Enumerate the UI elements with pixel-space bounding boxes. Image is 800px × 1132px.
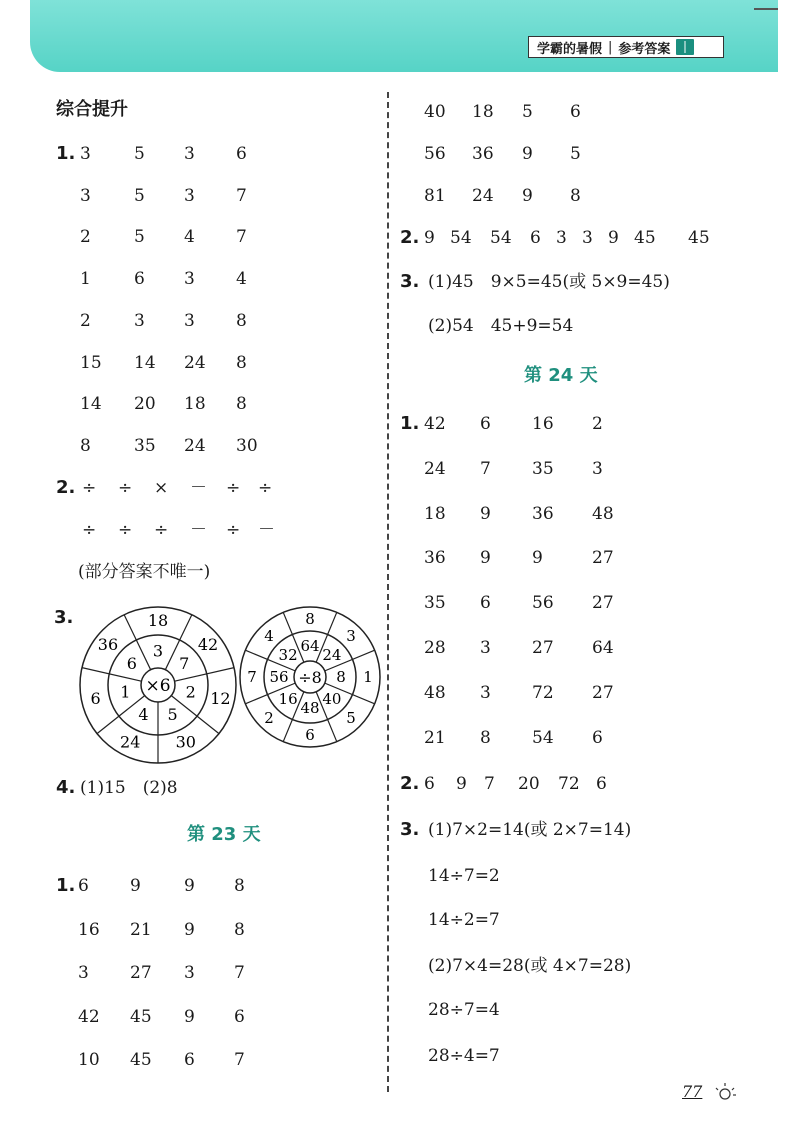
- wheel-number: 6: [305, 726, 315, 744]
- answer-text: 28÷4=7: [428, 1046, 500, 1066]
- answer-cell: 27: [592, 682, 614, 703]
- answer-cell: 8: [80, 435, 91, 456]
- wheel-number: 42: [197, 635, 219, 655]
- answer-cell: ×: [154, 478, 169, 498]
- answer-cell: 7: [484, 774, 495, 794]
- answer-cell: 45: [130, 1006, 152, 1027]
- answer-cell: 3: [582, 228, 593, 248]
- answer-cell: 18: [424, 503, 446, 524]
- answer-cell: 81: [424, 186, 446, 206]
- answer-cell: 9: [184, 1006, 195, 1027]
- answer-cell: ÷: [82, 520, 97, 540]
- answer-cell: 3: [80, 185, 91, 206]
- answer-cell: 45: [634, 228, 656, 248]
- answer-cell: 5: [134, 227, 145, 248]
- answer-text: 14÷7=2: [428, 866, 500, 886]
- answer-cell: 27: [130, 963, 152, 983]
- answer-cell: 56: [424, 144, 446, 164]
- answer-cell: 14: [80, 394, 102, 415]
- answer-text: (1)15 (2)8: [80, 778, 178, 798]
- answer-cell: 54: [532, 727, 554, 748]
- answer-cell: 7: [234, 963, 245, 983]
- wheel-number: 4: [138, 705, 149, 725]
- book-icon: [676, 39, 694, 55]
- answer-cell: 8: [236, 394, 247, 415]
- column-divider: [387, 92, 389, 1092]
- answer-cell: 6: [424, 774, 435, 794]
- answer-cell: 6: [236, 144, 247, 164]
- wheel-center: ×6: [145, 676, 171, 696]
- answer-cell: 24: [472, 186, 494, 206]
- wheel-number: 8: [305, 610, 315, 628]
- answer-cell: 9: [456, 774, 467, 794]
- answer-cell: 21: [130, 919, 152, 940]
- question-number: 4.: [56, 777, 76, 798]
- answer-cell: 30: [236, 435, 258, 456]
- answer-cell: 28: [424, 638, 446, 658]
- answer-cell: 5: [134, 144, 145, 164]
- question-number: 1.: [56, 143, 76, 164]
- note: (部分答案不唯一): [78, 562, 211, 582]
- wheel-number: 1: [120, 682, 131, 702]
- multiply-wheel: [78, 605, 238, 765]
- answer-cell: 16: [78, 919, 100, 940]
- corner-mark: [754, 8, 778, 10]
- wheel-number: 48: [300, 699, 320, 717]
- answer-cell: 6: [592, 727, 603, 748]
- answer-cell: ÷: [258, 478, 273, 498]
- day-title: 第 24 天: [524, 365, 598, 386]
- answer-cell: 36: [532, 503, 554, 524]
- answer-key-label: 参考答案: [618, 41, 671, 57]
- answer-cell: 72: [558, 774, 580, 794]
- page-number: 77: [682, 1082, 703, 1101]
- wheel-number: 7: [247, 668, 257, 686]
- answer-cell: 3: [184, 310, 195, 331]
- answer-cell: 6: [184, 1050, 195, 1070]
- answer-cell: 7: [480, 458, 491, 479]
- answer-cell: 3: [80, 144, 91, 164]
- answer-cell: 54: [450, 228, 472, 248]
- answer-cell: 8: [234, 919, 245, 940]
- answer-cell: 56: [532, 593, 554, 614]
- answer-cell: 54: [490, 228, 512, 248]
- answer-cell: 45: [130, 1050, 152, 1070]
- wheel-number: 3: [152, 641, 164, 661]
- answer-cell: 21: [424, 727, 446, 748]
- question-number: 2.: [56, 477, 76, 498]
- wheel-number: 6: [126, 654, 137, 674]
- answer-cell: 9: [130, 876, 141, 896]
- answer-cell: 7: [236, 227, 247, 248]
- question-number: 3.: [54, 607, 74, 628]
- answer-cell: 9: [184, 876, 195, 896]
- answer-cell: 16: [532, 414, 554, 434]
- answer-cell: 3: [480, 682, 491, 703]
- answer-cell: 10: [78, 1050, 100, 1070]
- answer-cell: 18: [472, 102, 494, 122]
- wheel-number: 16: [278, 689, 298, 708]
- answer-cell: 48: [424, 682, 446, 703]
- answer-cell: 42: [424, 414, 446, 434]
- question-number: 2.: [400, 773, 420, 794]
- answer-cell: 35: [134, 435, 156, 456]
- answer-cell: 3: [480, 638, 491, 658]
- answer-cell: 6: [234, 1006, 245, 1027]
- wheel-number: 18: [147, 611, 169, 630]
- wheel-number: 56: [269, 668, 289, 686]
- answer-cell: 6: [570, 102, 581, 122]
- answer-cell: 40: [424, 102, 446, 122]
- answer-cell: ÷: [118, 520, 133, 540]
- answer-cell: 9: [184, 919, 195, 940]
- section-title: 综合提升: [56, 99, 128, 120]
- question-number: 1.: [400, 413, 420, 434]
- wheel-number: 1: [363, 668, 373, 686]
- answer-cell: 27: [592, 593, 614, 614]
- wheel-number: 3: [346, 626, 356, 645]
- answer-cell: 35: [424, 593, 446, 614]
- answer-cell: 15: [80, 352, 102, 373]
- answer-text: (1)45 9×5=45(或 5×9=45): [428, 272, 670, 292]
- answer-cell: 6: [480, 414, 491, 434]
- answer-cell: 27: [592, 548, 614, 569]
- wheel-number: 8: [336, 668, 346, 686]
- wheel-number: 12: [210, 689, 231, 709]
- header-tab: [528, 36, 724, 58]
- answer-cell: 3: [184, 144, 195, 164]
- answer-cell: 2: [80, 310, 91, 331]
- answer-text: 28÷7=4: [428, 1000, 500, 1020]
- wheel-number: 2: [185, 682, 196, 702]
- answer-cell: 2: [592, 414, 603, 434]
- wheel-number: 2: [264, 709, 274, 728]
- answer-cell: 7: [234, 1050, 245, 1070]
- wheel-number: 36: [97, 635, 119, 655]
- answer-cell: 36: [472, 144, 494, 164]
- answer-cell: 64: [592, 638, 614, 658]
- wheel-number: 30: [175, 732, 196, 752]
- answer-cell: －: [190, 478, 207, 498]
- answer-cell: ÷: [226, 478, 241, 498]
- answer-cell: ÷: [118, 478, 133, 498]
- wheel-number: 24: [120, 732, 141, 752]
- wheel-number: 4: [264, 626, 274, 645]
- answer-cell: 9: [424, 228, 435, 248]
- wheel-number: 6: [90, 689, 101, 709]
- wheel-number: 40: [322, 689, 342, 708]
- answer-cell: 24: [424, 458, 446, 479]
- answer-cell: －: [190, 520, 207, 540]
- answer-cell: 9: [480, 548, 491, 569]
- answer-cell: 3: [592, 458, 603, 479]
- answer-cell: 3: [78, 963, 89, 983]
- question-number: 3.: [400, 271, 420, 292]
- wheel-number: 24: [322, 646, 342, 665]
- answer-cell: 20: [134, 394, 156, 415]
- answer-cell: 6: [134, 269, 145, 290]
- answer-cell: 72: [532, 682, 554, 703]
- answer-cell: 36: [424, 548, 446, 569]
- answer-cell: 9: [522, 144, 533, 164]
- answer-cell: 3: [556, 228, 567, 248]
- day-title: 第 23 天: [187, 824, 261, 845]
- answer-cell: 8: [234, 876, 245, 896]
- answer-cell: 5: [570, 144, 581, 164]
- answer-cell: 48: [592, 503, 614, 524]
- answer-text: (2)7×4=28(或 4×7=28): [428, 956, 632, 976]
- answer-cell: 6: [596, 774, 607, 794]
- answer-cell: 3: [134, 310, 145, 331]
- answer-cell: 8: [570, 186, 581, 206]
- answer-cell: 4: [236, 269, 247, 290]
- answer-cell: 5: [134, 185, 145, 206]
- wheel-number: 5: [346, 709, 356, 728]
- answer-cell: 42: [78, 1006, 100, 1027]
- answer-cell: 8: [236, 352, 247, 373]
- wheel-center: ÷8: [298, 668, 322, 687]
- answer-cell: 5: [522, 102, 533, 122]
- answer-cell: 6: [78, 876, 89, 896]
- wheel-number: 64: [300, 637, 320, 655]
- answer-cell: 1: [80, 269, 91, 290]
- answer-cell: 3: [184, 963, 195, 983]
- answer-cell: 9: [532, 548, 543, 569]
- answer-cell: 24: [184, 352, 206, 373]
- answer-text: 14÷2=7: [428, 910, 500, 930]
- answer-cell: 35: [532, 458, 554, 479]
- wheel-number: 5: [167, 705, 178, 725]
- answer-cell: 18: [184, 394, 206, 415]
- sun-icon: [712, 1080, 738, 1104]
- answer-cell: ÷: [82, 478, 97, 498]
- answer-cell: 14: [134, 352, 156, 373]
- answer-text: (2)54 45+9=54: [428, 316, 574, 336]
- answer-cell: 6: [530, 228, 541, 248]
- answer-cell: 4: [184, 227, 195, 248]
- answer-cell: 6: [480, 593, 491, 614]
- answer-cell: 8: [236, 310, 247, 331]
- answer-cell: 8: [480, 727, 491, 748]
- answer-cell: ÷: [154, 520, 169, 540]
- question-number: 1.: [56, 875, 76, 896]
- answer-cell: 3: [184, 185, 195, 206]
- divide-wheel: [238, 605, 382, 749]
- answer-cell: 20: [518, 774, 540, 794]
- book-title: 学霸的暑假: [537, 41, 603, 57]
- answer-cell: 27: [532, 638, 554, 658]
- answer-cell: －: [258, 520, 275, 540]
- answer-cell: 9: [480, 503, 491, 524]
- answer-cell: 24: [184, 435, 206, 456]
- answer-text: (1)7×2=14(或 2×7=14): [428, 820, 632, 840]
- answer-cell: 2: [80, 227, 91, 248]
- header-separator: |: [608, 39, 613, 55]
- wheel-number: 32: [278, 646, 298, 665]
- question-number: 2.: [400, 227, 420, 248]
- wheel-number: 7: [179, 654, 190, 674]
- answer-cell: 3: [184, 269, 195, 290]
- answer-cell: ÷: [226, 520, 241, 540]
- answer-cell: 9: [608, 228, 619, 248]
- answer-cell: 7: [236, 185, 247, 206]
- answer-cell: 9: [522, 186, 533, 206]
- answer-cell: 45: [688, 228, 710, 248]
- question-number: 3.: [400, 819, 420, 840]
